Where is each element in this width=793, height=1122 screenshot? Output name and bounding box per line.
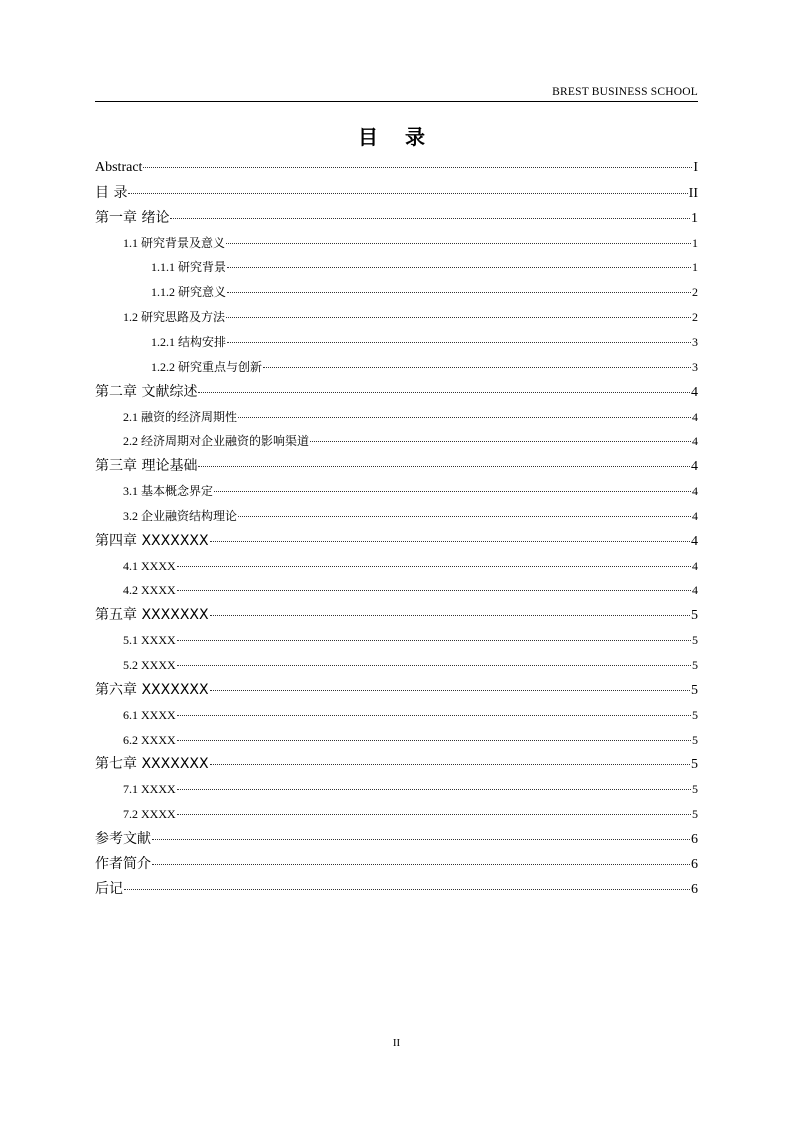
toc-entry-page: 5: [692, 807, 698, 822]
dot-leader: [177, 566, 691, 567]
toc-entry[interactable]: [123, 705, 698, 725]
toc-entry[interactable]: [95, 829, 698, 849]
running-header: BREST BUSINESS SCHOOL: [552, 86, 698, 98]
dot-leader: [238, 417, 691, 418]
toc-entry-page: 4: [692, 558, 698, 573]
toc-entry-title: 2.2 经济周期对企业融资的影响渠道: [123, 434, 310, 449]
toc-entry[interactable]: [151, 282, 698, 302]
toc-entry-title: 4.2 XXXX: [123, 583, 176, 598]
dot-leader: [152, 864, 690, 865]
toc-entry-page: 4: [692, 434, 698, 449]
toc-entry-page: 4: [692, 409, 698, 424]
toc-entry-title: 第一章 绪论: [95, 209, 170, 226]
dot-leader: [177, 715, 691, 716]
toc-entry-page: 4: [691, 459, 698, 475]
toc-entry[interactable]: [123, 655, 698, 675]
dot-leader: [124, 889, 690, 890]
toc-entry-page: 1: [692, 235, 698, 250]
toc-entry-page: 3: [692, 359, 698, 374]
dot-leader: [263, 367, 691, 368]
dot-leader: [210, 690, 690, 691]
toc-entry-page: 6: [691, 831, 698, 847]
toc-entry-title: 1.2 研究思路及方法: [123, 310, 226, 325]
toc-entry[interactable]: [123, 730, 698, 750]
toc-entry[interactable]: [95, 754, 698, 774]
toc-entry[interactable]: [123, 431, 698, 451]
toc-entry[interactable]: [123, 481, 698, 501]
toc-entry-title: 6.1 XXXX: [123, 707, 176, 722]
toc-entry-page: 5: [691, 682, 698, 698]
toc-entry-page: 5: [691, 757, 698, 773]
dot-leader: [128, 193, 687, 194]
toc-entry-page: 3: [692, 334, 698, 349]
dot-leader: [177, 814, 691, 815]
toc-entry-page: 5: [692, 732, 698, 747]
dot-leader: [177, 590, 691, 591]
header-rule: [95, 101, 698, 102]
toc-entry[interactable]: [95, 531, 698, 551]
toc-entry-title: 6.2 XXXX: [123, 732, 176, 747]
toc-entry-page: 2: [692, 310, 698, 325]
dot-leader: [198, 466, 690, 467]
toc-entry-title: 1.2.2 研究重点与创新: [151, 359, 263, 374]
toc-entry-page: 4: [691, 384, 698, 400]
toc-entry-page: II: [688, 185, 698, 201]
toc-entry-title: 第五章 XXXXXXX: [95, 607, 209, 624]
toc-entry-title: 第四章 XXXXXXX: [95, 532, 209, 549]
dot-leader: [214, 491, 691, 492]
toc-entry[interactable]: [123, 407, 698, 427]
dot-leader: [226, 243, 691, 244]
toc-entry-title: 第六章 XXXXXXX: [95, 681, 209, 698]
dot-leader: [210, 615, 690, 616]
toc-entry-title: 第二章 文献综述: [95, 383, 198, 400]
toc-entry-page: 4: [691, 533, 698, 549]
toc-entry[interactable]: [95, 158, 698, 178]
toc-entry[interactable]: [95, 854, 698, 874]
toc-entry[interactable]: [123, 556, 698, 576]
toc-entry-title: 2.1 融资的经济周期性: [123, 409, 238, 424]
toc-entry-title: Abstract: [95, 160, 143, 175]
toc-entry-title: 5.2 XXXX: [123, 658, 176, 672]
toc-entry-title: 1.1 研究背景及意义: [123, 235, 226, 250]
toc-entry-page: 4: [692, 508, 698, 523]
toc-entry-title: 作者简介: [95, 855, 151, 872]
toc-entry-title: 第七章 XXXXXXX: [95, 756, 209, 773]
toc-entry[interactable]: [123, 779, 698, 799]
toc-entry-page: 5: [692, 633, 698, 648]
toc-entry-page: 5: [692, 658, 698, 672]
dot-leader: [152, 839, 690, 840]
dot-leader: [210, 541, 690, 542]
dot-leader: [227, 342, 691, 343]
toc-entry-title: 1.1.2 研究意义: [151, 285, 227, 300]
dot-leader: [177, 789, 691, 790]
toc-entry[interactable]: [123, 580, 698, 600]
toc-entry[interactable]: [95, 208, 698, 228]
toc-entry-page: 2: [692, 285, 698, 300]
toc-entry-page: 5: [692, 782, 698, 797]
toc-entry-page: 5: [691, 608, 698, 624]
toc-entry[interactable]: [95, 680, 698, 700]
toc-entry-title: 后记: [95, 880, 123, 897]
dot-leader: [170, 218, 690, 219]
toc-entry[interactable]: [151, 357, 698, 377]
toc-entry-page: 1: [691, 210, 698, 226]
toc-entry-title: 5.1 XXXX: [123, 633, 176, 648]
toc-entry[interactable]: [123, 630, 698, 650]
dot-leader: [226, 317, 691, 318]
toc-entry[interactable]: [95, 879, 698, 899]
toc-entry-title: 参考文献: [95, 830, 151, 847]
toc-entry[interactable]: [95, 456, 698, 476]
toc-entry-page: 6: [691, 856, 698, 872]
toc-entry-page: 5: [692, 707, 698, 722]
dot-leader: [143, 167, 692, 168]
toc-entry-page: 4: [692, 484, 698, 499]
toc-entry[interactable]: [123, 506, 698, 526]
dot-leader: [177, 640, 691, 641]
toc-entry-title: 1.2.1 结构安排: [151, 334, 227, 349]
dot-leader: [238, 516, 691, 517]
toc-entry-title: 3.1 基本概念界定: [123, 484, 214, 499]
toc-entry[interactable]: [151, 257, 698, 277]
dot-leader: [177, 665, 691, 666]
toc-entry[interactable]: [123, 307, 698, 327]
toc-title: 目 录: [358, 125, 435, 149]
toc-entry-page: I: [693, 160, 698, 175]
toc-entry-page: 6: [691, 881, 698, 897]
toc-entry-title: 第三章 理论基础: [95, 458, 198, 475]
toc-entry-title: 7.2 XXXX: [123, 807, 176, 822]
toc-entry[interactable]: [95, 382, 698, 402]
page-number: II: [392, 1037, 401, 1049]
dot-leader: [310, 441, 691, 442]
toc-entry[interactable]: [123, 804, 698, 824]
toc-entry[interactable]: [151, 332, 698, 352]
toc-entry-title: 4.1 XXXX: [123, 558, 176, 573]
dot-leader: [210, 764, 690, 765]
toc-entry-page: 1: [692, 260, 698, 275]
dot-leader: [227, 267, 691, 268]
dot-leader: [227, 292, 691, 293]
dot-leader: [198, 392, 690, 393]
toc-entry[interactable]: [95, 183, 698, 203]
toc-entry[interactable]: [123, 233, 698, 253]
toc-entry-page: 4: [692, 583, 698, 598]
toc-entry-title: 1.1.1 研究背景: [151, 260, 227, 275]
toc-entry-title: 3.2 企业融资结构理论: [123, 508, 238, 523]
toc-entry-title: 7.1 XXXX: [123, 782, 176, 797]
toc-entry[interactable]: [95, 605, 698, 625]
toc-entry-title: 目 录: [95, 184, 128, 201]
dot-leader: [177, 740, 691, 741]
